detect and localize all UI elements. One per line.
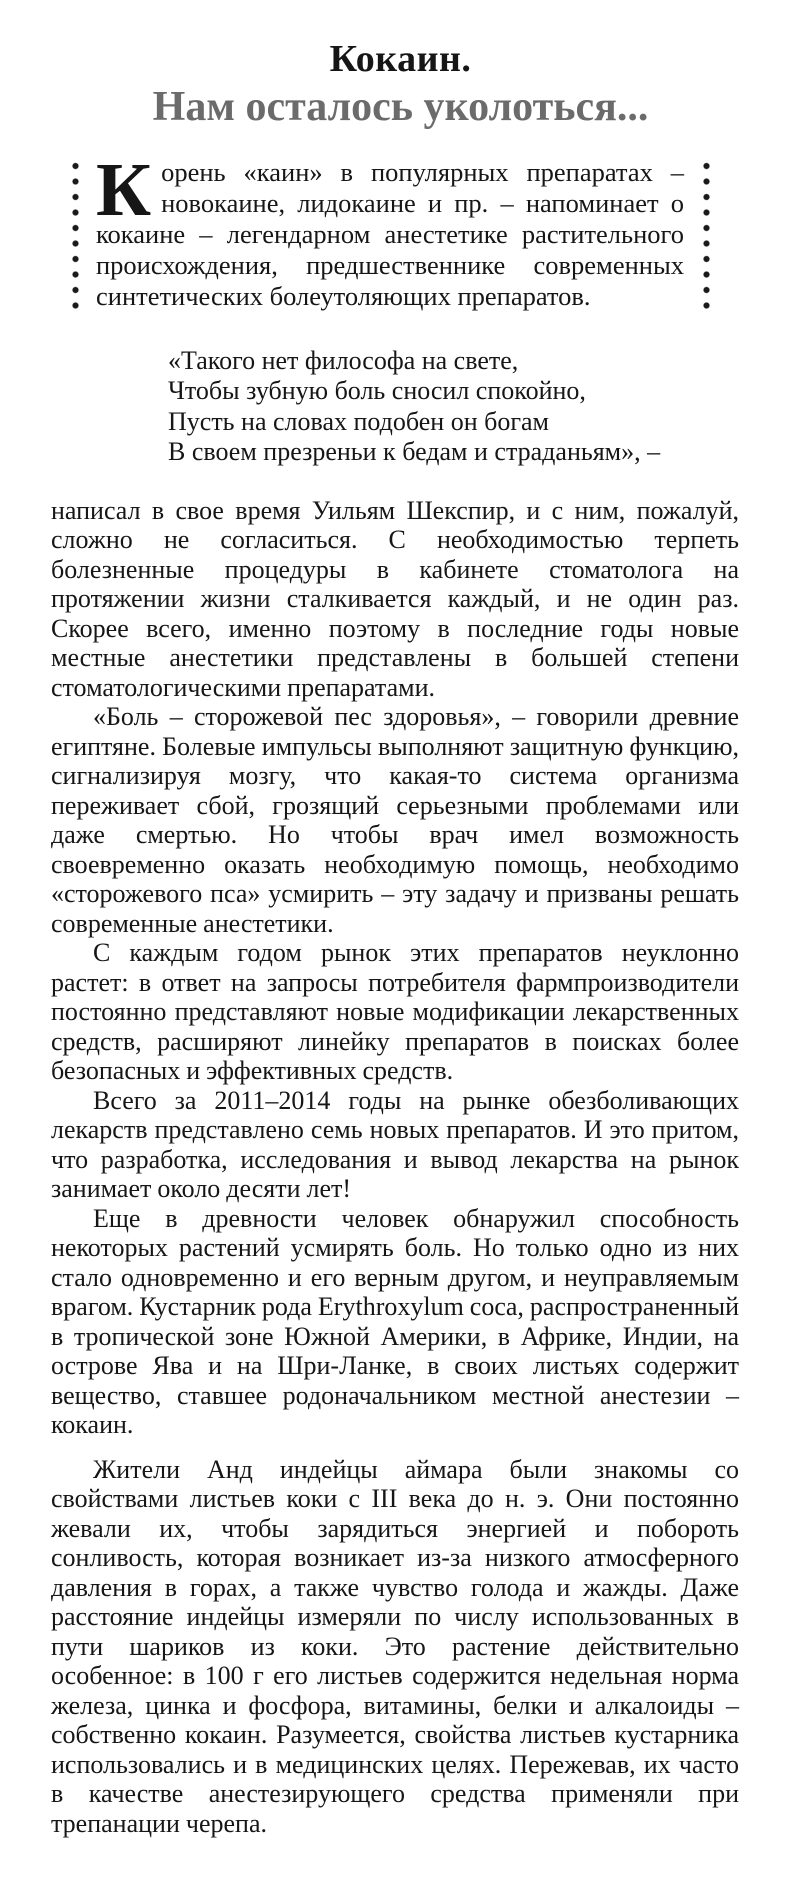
- lead-text-block: [96, 147, 684, 312]
- body-paragraph: Всего за 2011–2014 годы на рынке обезболивающих лекарств представлено семь новых препаратов. И это притом, что разработка, исследования и вывод лекарства на рынок занимает около десяти лет!: [51, 1085, 739, 1204]
- body-paragraph: Жители Анд индейцы аймара были знакомы со свойствами листьев коки с III века до н. э. Они постоянно жевали их, чтобы зарядиться энергией и побороть сонливость, которая возникает из-за низкого атмосферного давления в горах, а также чувство голода и жажды. Даже расстояние индейцы измеряли по числу использованных в пути шариков из коки. Это растение действительно особенное: в 100 г его листьев содержится недельная норма железа, цинка и фосфора, витамины, белки и алкалоиды – собственно кокаин. Разумеется, свойства листьев кустарника использовались и в медицинских целях. Пережевав, их часто в качестве анестезирующего средства применяли при трепанации черепа.: [51, 1454, 739, 1838]
- body-paragraph: Еще в древности человек обнаружил способность некоторых растений усмирять боль. Но только одно из них стало одновременно и его верным другом, и неуправляемым врагом. Кустарник рода Erythroxylum coca, распространенный в тропической зоне Южной Америки, в Африке, Индии, на острове Ява и на Шри-Ланке, в своих листьях содержит вещество, ставшее родоначальником местной анестезии – кокаин.: [51, 1203, 739, 1440]
- body-text: [51, 496, 739, 1839]
- dotted-border-right: [703, 161, 710, 310]
- verse-line: В своем презреньи к бедам и страданьям», –: [168, 437, 661, 467]
- verse-line: «Такого нет философа на свете,: [168, 345, 519, 375]
- chapter-title: Кокаин.: [329, 38, 472, 80]
- verse-quote: [168, 346, 761, 468]
- dotted-border-left: [72, 161, 79, 310]
- verse-line: Чтобы зубную боль сносил спокойно,: [168, 376, 586, 406]
- chapter-subtitle: Нам осталось уколоться...: [152, 83, 649, 130]
- drop-cap: К: [96, 147, 152, 232]
- body-paragraph: С каждым годом рынок этих препаратов неуклонно растет: в ответ на запросы потребителя фармпроизводители постоянно представляют новые модификации лекарственных средств, расширяют линейку препаратов в поисках более безопасных и эффективных средств.: [51, 938, 739, 1086]
- verse-line: Пусть на словах подобен он богам: [168, 406, 550, 436]
- lead-text: орень «каин» в популярных препаратах – новокаине, лидокаине и пр. – напоминает о кокаине – легендарном анестетике растительного происхождения, предшественнике современных синтетических болеутоляющих препаратов.: [96, 156, 684, 311]
- lead-paragraph: [72, 147, 710, 312]
- body-paragraph: «Боль – сторожевой пес здоровья», – говорили древние египтяне. Болевые импульсы выполняют защитную функцию, сигнализируя мозгу, что какая-то система организма переживает сбой, грозящий серьезными проблемами или даже смертью. Но чтобы врач имел возможность своевременно оказать необходимую помощь, необходимо «сторожевого пса» усмирить – эту задачу и призваны решать современные анестетики.: [51, 702, 739, 938]
- body-paragraph: написал в свое время Уильям Шекспир, и с ним, пожалуй, сложно не согласиться. С необходимостью терпеть болезненные процедуры в кабинете стоматолога на протяжении жизни сталкивается каждый, и не один раз. Скорее всего, именно поэтому в последние годы новые местные анестетики представлены в большей степени стоматологическими препаратами.: [51, 495, 739, 702]
